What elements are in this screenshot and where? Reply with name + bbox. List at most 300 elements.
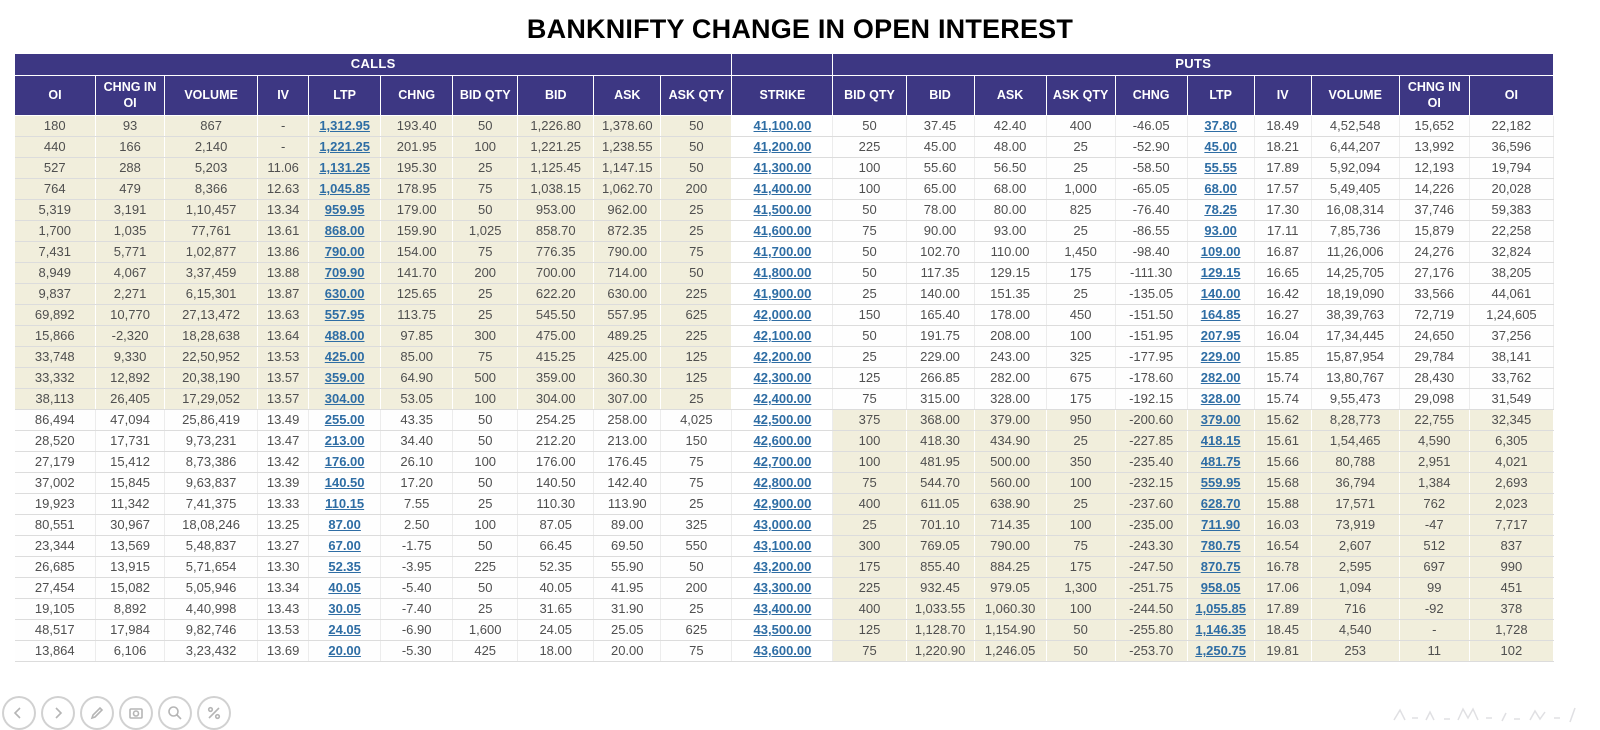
puts-ask-cell: 434.90: [974, 430, 1046, 451]
puts-group-header: PUTS: [833, 54, 1554, 76]
puts-ltp-link[interactable]: 711.90: [1201, 517, 1241, 533]
calls-chng-cell: -7.40: [381, 598, 453, 619]
puts-ltp-link[interactable]: 45.00: [1204, 139, 1237, 155]
zoom-percent-icon[interactable]: [197, 696, 231, 730]
puts-oi-cell: 4,021: [1469, 451, 1553, 472]
strike-link[interactable]: 43,200.00: [753, 559, 812, 575]
calls-iv-cell: 13.53: [258, 346, 309, 367]
strike-cell: [732, 577, 833, 598]
strike-cell: [732, 115, 833, 136]
puts-ask-qty-cell: 450: [1046, 304, 1115, 325]
strike-cell: [732, 514, 833, 535]
calls-chng-cell: 195.30: [381, 157, 453, 178]
puts-ask-cell: 129.15: [974, 262, 1046, 283]
calls-oi-cell: 33,748: [15, 346, 96, 367]
calls-volume-cell: 27,13,472: [165, 304, 258, 325]
puts-ask-qty-cell: 100: [1046, 325, 1115, 346]
calls-bid-qty-cell: 1,025: [453, 220, 518, 241]
calls-chng-cell: -5.30: [381, 640, 453, 661]
puts-bid-cell: 315.00: [906, 388, 974, 409]
calls-ask-cell: 176.45: [594, 451, 661, 472]
puts-ltp-link[interactable]: 870.75: [1200, 559, 1241, 575]
calls-ltp-cell: [309, 220, 381, 241]
puts-bid-cell: 191.75: [906, 325, 974, 346]
puts-ask-cell: 1,154.90: [974, 619, 1046, 640]
calls-oi-cell: 9,837: [15, 283, 96, 304]
puts-bid-qty-cell: 100: [833, 451, 906, 472]
puts-bid-cell: 165.40: [906, 304, 974, 325]
calls-ask-qty-cell: 75: [661, 451, 732, 472]
screenshot-overlay-toolbar: [2, 696, 231, 730]
puts-chng-in-oi-cell: 29,784: [1399, 346, 1469, 367]
table-row: [15, 409, 1554, 430]
puts-ltp-link[interactable]: 559.95: [1200, 475, 1241, 491]
strike-link[interactable]: 41,400.00: [753, 181, 812, 197]
calls-chng-in-oi-cell: 15,082: [96, 577, 165, 598]
puts-volume-cell: 80,788: [1311, 451, 1399, 472]
calls-ltp-link[interactable]: 1,131.25: [319, 160, 370, 176]
calls-chng-cell: 159.90: [381, 220, 453, 241]
puts-ask-qty-cell: 400: [1046, 115, 1115, 136]
puts-iv-cell: 16.03: [1254, 514, 1311, 535]
puts-oi-cell: 451: [1469, 577, 1553, 598]
puts-bid-cell: 1,128.70: [906, 619, 974, 640]
calls-ltp-link[interactable]: 790.00: [324, 244, 365, 260]
puts-ltp-link[interactable]: 78.25: [1204, 202, 1237, 218]
table-row: [15, 262, 1554, 283]
calls-iv-cell: 13.57: [258, 367, 309, 388]
calls-ltp-cell: [309, 283, 381, 304]
calls-chng-in-oi-cell: 288: [96, 157, 165, 178]
calls-chng-cell: 125.65: [381, 283, 453, 304]
strike-link[interactable]: 41,500.00: [753, 202, 812, 218]
calls-ask-cell: 1,147.15: [594, 157, 661, 178]
calls-ltp-cell: [309, 262, 381, 283]
puts-chng-cell: -76.40: [1115, 199, 1187, 220]
calls-chng-cell: -1.75: [381, 535, 453, 556]
puts-ltp-cell: [1187, 220, 1254, 241]
strike-link[interactable]: 43,500.00: [753, 622, 812, 638]
calls-bid-qty-header: BID QTY: [453, 75, 518, 115]
strike-cell: [732, 325, 833, 346]
puts-ltp-cell: [1187, 262, 1254, 283]
puts-ltp-cell: [1187, 430, 1254, 451]
calls-volume-cell: 1,02,877: [165, 241, 258, 262]
puts-volume-cell: 2,595: [1311, 556, 1399, 577]
calls-ask-qty-cell: 50: [661, 115, 732, 136]
puts-oi-cell: 32,824: [1469, 241, 1553, 262]
calls-bid-qty-cell: 200: [453, 262, 518, 283]
calls-bid-cell: 622.20: [518, 283, 594, 304]
puts-ltp-link[interactable]: 207.95: [1200, 328, 1241, 344]
calls-ltp-link[interactable]: 488.00: [324, 328, 365, 344]
strike-link[interactable]: 41,200.00: [753, 139, 812, 155]
puts-ltp-link[interactable]: 229.00: [1200, 349, 1241, 365]
puts-ask-cell: 80.00: [974, 199, 1046, 220]
calls-bid-qty-cell: 50: [453, 577, 518, 598]
table-row: [15, 157, 1554, 178]
pencil-icon[interactable]: [80, 696, 114, 730]
puts-chng-in-oi-cell: 697: [1399, 556, 1469, 577]
calls-chng-cell: 179.00: [381, 199, 453, 220]
puts-ask-qty-cell: 50: [1046, 619, 1115, 640]
calls-bid-cell: 953.00: [518, 199, 594, 220]
calls-iv-cell: 13.34: [258, 577, 309, 598]
puts-chng-in-oi-cell: 11: [1399, 640, 1469, 661]
puts-ltp-link[interactable]: 780.75: [1200, 538, 1241, 554]
calls-ltp-link[interactable]: 255.00: [324, 412, 365, 428]
arrow-right-icon[interactable]: [41, 696, 75, 730]
puts-ltp-link[interactable]: 1,250.75: [1195, 643, 1246, 659]
puts-chng-in-oi-cell: -92: [1399, 598, 1469, 619]
calls-ask-cell: 213.00: [594, 430, 661, 451]
puts-bid-cell: 117.35: [906, 262, 974, 283]
puts-ask-cell: 560.00: [974, 472, 1046, 493]
puts-oi-cell: 837: [1469, 535, 1553, 556]
puts-oi-cell: 378: [1469, 598, 1553, 619]
puts-volume-cell: 18,19,090: [1311, 283, 1399, 304]
strike-cell: [732, 199, 833, 220]
puts-oi-cell: 38,205: [1469, 262, 1553, 283]
calls-ltp-link[interactable]: 40.05: [328, 580, 361, 596]
puts-ltp-cell: [1187, 199, 1254, 220]
puts-ask-qty-cell: 100: [1046, 598, 1115, 619]
puts-ltp-link[interactable]: 37.80: [1204, 118, 1237, 134]
puts-ask-cell: 208.00: [974, 325, 1046, 346]
puts-bid-cell: 266.85: [906, 367, 974, 388]
puts-ltp-link[interactable]: 129.15: [1200, 265, 1241, 281]
camera-icon[interactable]: [119, 696, 153, 730]
calls-volume-cell: 5,05,946: [165, 577, 258, 598]
calls-bid-cell: 254.25: [518, 409, 594, 430]
calls-oi-cell: 27,179: [15, 451, 96, 472]
puts-iv-cell: 17.89: [1254, 157, 1311, 178]
table-row: [15, 577, 1554, 598]
calls-ask-qty-cell: 4,025: [661, 409, 732, 430]
calls-iv-cell: 13.63: [258, 304, 309, 325]
calls-bid-qty-cell: 75: [453, 178, 518, 199]
calls-volume-cell: 8,366: [165, 178, 258, 199]
calls-ask-cell: 31.90: [594, 598, 661, 619]
magnifier-icon[interactable]: [158, 696, 192, 730]
calls-ltp-link[interactable]: 87.00: [328, 517, 361, 533]
puts-iv-cell: 16.78: [1254, 556, 1311, 577]
strike-cell: [732, 283, 833, 304]
table-row: [15, 493, 1554, 514]
puts-iv-cell: 18.49: [1254, 115, 1311, 136]
puts-bid-qty-cell: 75: [833, 388, 906, 409]
strike-link[interactable]: 41,800.00: [753, 265, 812, 281]
calls-ltp-link[interactable]: 959.95: [324, 202, 365, 218]
puts-oi-cell: 20,028: [1469, 178, 1553, 199]
calls-bid-qty-cell: 25: [453, 598, 518, 619]
calls-volume-cell: 18,08,246: [165, 514, 258, 535]
puts-bid-cell: 701.10: [906, 514, 974, 535]
puts-ask-qty-cell: 825: [1046, 199, 1115, 220]
puts-oi-header: OI: [1469, 75, 1553, 115]
calls-chng-in-oi-cell: 3,191: [96, 199, 165, 220]
strike-link[interactable]: 42,500.00: [753, 412, 812, 428]
puts-bid-cell: 102.70: [906, 241, 974, 262]
strike-link[interactable]: 42,700.00: [753, 454, 812, 470]
strike-link[interactable]: 42,200.00: [753, 349, 812, 365]
puts-ltp-link[interactable]: 1,146.35: [1195, 622, 1246, 638]
calls-volume-cell: 3,23,432: [165, 640, 258, 661]
calls-ltp-link[interactable]: 557.95: [324, 307, 365, 323]
puts-bid-cell: 78.00: [906, 199, 974, 220]
table-row: [15, 430, 1554, 451]
puts-ltp-cell: [1187, 346, 1254, 367]
strike-cell: [732, 598, 833, 619]
puts-chng-cell: -177.95: [1115, 346, 1187, 367]
calls-ask-qty-cell: 25: [661, 220, 732, 241]
calls-bid-cell: 858.70: [518, 220, 594, 241]
calls-chng-in-oi-cell: 9,330: [96, 346, 165, 367]
calls-ltp-link[interactable]: 709.90: [324, 265, 365, 281]
strike-link[interactable]: 41,900.00: [753, 286, 812, 302]
calls-iv-cell: 13.69: [258, 640, 309, 661]
calls-ltp-link[interactable]: 20.00: [328, 643, 361, 659]
calls-bid-qty-cell: 300: [453, 325, 518, 346]
calls-ltp-cell: [309, 430, 381, 451]
strike-link[interactable]: 42,400.00: [753, 391, 812, 407]
table-row: [15, 199, 1554, 220]
puts-ltp-link[interactable]: 109.00: [1200, 244, 1241, 260]
strike-link[interactable]: 43,000.00: [753, 517, 812, 533]
puts-volume-cell: 7,85,736: [1311, 220, 1399, 241]
calls-ltp-link[interactable]: 630.00: [324, 286, 365, 302]
calls-iv-cell: 13.64: [258, 325, 309, 346]
puts-bid-cell: 368.00: [906, 409, 974, 430]
puts-ltp-link[interactable]: 93.00: [1204, 223, 1237, 239]
puts-ask-qty-cell: 25: [1046, 430, 1115, 451]
calls-ltp-link[interactable]: 24.05: [328, 622, 361, 638]
calls-ask-qty-cell: 625: [661, 619, 732, 640]
calls-volume-cell: 7,41,375: [165, 493, 258, 514]
calls-chng-cell: 85.00: [381, 346, 453, 367]
puts-ltp-link[interactable]: 164.85: [1200, 307, 1241, 323]
puts-ltp-link[interactable]: 140.00: [1200, 286, 1241, 302]
strike-cell: [732, 367, 833, 388]
puts-iv-cell: 15.68: [1254, 472, 1311, 493]
calls-volume-cell: 2,140: [165, 136, 258, 157]
calls-ltp-link[interactable]: 1,045.85: [319, 181, 370, 197]
strike-link[interactable]: 42,100.00: [753, 328, 812, 344]
calls-ltp-cell: [309, 304, 381, 325]
strike-link[interactable]: 42,300.00: [753, 370, 812, 386]
puts-ltp-cell: [1187, 115, 1254, 136]
puts-ltp-link[interactable]: 55.55: [1204, 160, 1237, 176]
calls-ltp-link[interactable]: 110.15: [325, 496, 365, 512]
puts-oi-cell: 22,258: [1469, 220, 1553, 241]
puts-bid-qty-cell: 100: [833, 157, 906, 178]
calls-chng-in-oi-cell: 6,106: [96, 640, 165, 661]
puts-ask-qty-cell: 100: [1046, 514, 1115, 535]
puts-bid-qty-cell: 400: [833, 598, 906, 619]
calls-ltp-link[interactable]: 425.00: [324, 349, 365, 365]
puts-bid-qty-cell: 225: [833, 577, 906, 598]
strike-link[interactable]: 42,600.00: [753, 433, 812, 449]
calls-oi-cell: 7,431: [15, 241, 96, 262]
puts-chng-cell: -237.60: [1115, 493, 1187, 514]
calls-ltp-link[interactable]: 67.00: [328, 538, 361, 554]
puts-bid-cell: 55.60: [906, 157, 974, 178]
puts-iv-cell: 15.74: [1254, 388, 1311, 409]
puts-ask-qty-cell: 25: [1046, 220, 1115, 241]
puts-oi-cell: 6,305: [1469, 430, 1553, 451]
calls-volume-cell: 4,40,998: [165, 598, 258, 619]
puts-ltp-link[interactable]: 1,055.85: [1195, 601, 1246, 617]
table-row: [15, 556, 1554, 577]
strike-cell: [732, 409, 833, 430]
puts-bid-cell: 481.95: [906, 451, 974, 472]
strike-cell: [732, 451, 833, 472]
puts-ask-cell: 178.00: [974, 304, 1046, 325]
calls-ltp-link[interactable]: 304.00: [324, 391, 365, 407]
puts-iv-cell: 18.21: [1254, 136, 1311, 157]
calls-bid-qty-cell: 25: [453, 283, 518, 304]
calls-ltp-link[interactable]: 1,312.95: [319, 118, 370, 134]
arrow-left-icon[interactable]: [2, 696, 36, 730]
calls-iv-cell: 13.49: [258, 409, 309, 430]
table-row: [15, 304, 1554, 325]
puts-ask-cell: 48.00: [974, 136, 1046, 157]
watermark-scribble: [1392, 700, 1582, 726]
puts-bid-qty-cell: 50: [833, 115, 906, 136]
calls-bid-qty-cell: 50: [453, 409, 518, 430]
puts-bid-cell: 45.00: [906, 136, 974, 157]
puts-ask-cell: 243.00: [974, 346, 1046, 367]
puts-bid-cell: 544.70: [906, 472, 974, 493]
puts-bid-cell: 65.00: [906, 178, 974, 199]
calls-ask-qty-cell: 50: [661, 136, 732, 157]
calls-chng-cell: 2.50: [381, 514, 453, 535]
puts-ltp-cell: [1187, 619, 1254, 640]
calls-ltp-link[interactable]: 359.00: [324, 370, 365, 386]
strike-link[interactable]: 43,400.00: [753, 601, 812, 617]
calls-ltp-cell: [309, 514, 381, 535]
puts-ask-cell: 1,060.30: [974, 598, 1046, 619]
puts-volume-cell: 253: [1311, 640, 1399, 661]
puts-ask-qty-cell: 350: [1046, 451, 1115, 472]
puts-ltp-link[interactable]: 68.00: [1204, 181, 1237, 197]
puts-oi-cell: 1,728: [1469, 619, 1553, 640]
strike-link[interactable]: 43,600.00: [753, 643, 812, 659]
puts-bid-cell: 611.05: [906, 493, 974, 514]
calls-ltp-cell: [309, 199, 381, 220]
puts-ltp-cell: [1187, 451, 1254, 472]
calls-ltp-cell: [309, 577, 381, 598]
puts-ltp-link[interactable]: 328.00: [1200, 391, 1241, 407]
calls-ask-cell: 1,062.70: [594, 178, 661, 199]
calls-iv-cell: 13.33: [258, 493, 309, 514]
calls-ask-qty-cell: 25: [661, 199, 732, 220]
calls-ask-cell: 630.00: [594, 283, 661, 304]
calls-ltp-link[interactable]: 213.00: [324, 433, 365, 449]
calls-bid-cell: 359.00: [518, 367, 594, 388]
strike-link[interactable]: 41,600.00: [753, 223, 812, 239]
calls-ask-cell: 1,378.60: [594, 115, 661, 136]
puts-chng-cell: -98.40: [1115, 241, 1187, 262]
calls-volume-cell: 20,38,190: [165, 367, 258, 388]
puts-ltp-link[interactable]: 379.00: [1200, 412, 1241, 428]
calls-ltp-link[interactable]: 140.50: [324, 475, 365, 491]
strike-cell: [732, 535, 833, 556]
puts-iv-cell: 16.87: [1254, 241, 1311, 262]
puts-chng-in-oi-cell: 15,652: [1399, 115, 1469, 136]
calls-ltp-link[interactable]: 868.00: [324, 223, 365, 239]
calls-volume-cell: 17,29,052: [165, 388, 258, 409]
puts-chng-cell: -253.70: [1115, 640, 1187, 661]
calls-ltp-cell: [309, 472, 381, 493]
strike-link[interactable]: 42,900.00: [753, 496, 812, 512]
strike-link[interactable]: 42,800.00: [753, 475, 812, 491]
strike-link[interactable]: 41,100.00: [753, 118, 812, 134]
puts-ltp-link[interactable]: 282.00: [1200, 370, 1241, 386]
calls-ask-qty-cell: 50: [661, 157, 732, 178]
calls-chng-in-oi-cell: 26,405: [96, 388, 165, 409]
calls-bid-header: BID: [518, 75, 594, 115]
puts-volume-cell: 17,571: [1311, 493, 1399, 514]
calls-ask-cell: 307.00: [594, 388, 661, 409]
strike-link[interactable]: 43,300.00: [753, 580, 812, 596]
calls-ask-qty-cell: 50: [661, 556, 732, 577]
calls-bid-qty-cell: 100: [453, 451, 518, 472]
calls-ltp-link[interactable]: 1,221.25: [319, 139, 370, 155]
calls-bid-cell: 110.30: [518, 493, 594, 514]
puts-ask-cell: 638.90: [974, 493, 1046, 514]
strike-link[interactable]: 41,300.00: [753, 160, 812, 176]
calls-volume-cell: 22,50,952: [165, 346, 258, 367]
strike-cell: [732, 178, 833, 199]
strike-link[interactable]: 43,100.00: [753, 538, 812, 554]
puts-chng-in-oi-cell: 512: [1399, 535, 1469, 556]
calls-iv-cell: 13.42: [258, 451, 309, 472]
puts-iv-cell: 19.81: [1254, 640, 1311, 661]
calls-ask-qty-cell: 50: [661, 262, 732, 283]
calls-ltp-cell: [309, 241, 381, 262]
puts-ask-qty-cell: 100: [1046, 472, 1115, 493]
puts-ltp-link[interactable]: 628.70: [1200, 496, 1241, 512]
puts-bid-qty-cell: 375: [833, 409, 906, 430]
table-row: [15, 640, 1554, 661]
calls-ltp-link[interactable]: 30.05: [328, 601, 361, 617]
calls-ltp-cell: [309, 619, 381, 640]
puts-ltp-link[interactable]: 481.75: [1200, 454, 1241, 470]
puts-oi-cell: 22,182: [1469, 115, 1553, 136]
calls-ask-cell: 425.00: [594, 346, 661, 367]
puts-ask-qty-cell: 175: [1046, 262, 1115, 283]
puts-ask-cell: 500.00: [974, 451, 1046, 472]
calls-ask-qty-cell: 225: [661, 325, 732, 346]
strike-link[interactable]: 42,000.00: [753, 307, 812, 323]
calls-ltp-cell: [309, 556, 381, 577]
calls-oi-cell: 38,113: [15, 388, 96, 409]
puts-bid-cell: 855.40: [906, 556, 974, 577]
calls-bid-qty-cell: 1,600: [453, 619, 518, 640]
strike-link[interactable]: 41,700.00: [753, 244, 812, 260]
calls-volume-cell: 18,28,638: [165, 325, 258, 346]
puts-ltp-link[interactable]: 958.05: [1200, 580, 1241, 596]
puts-ask-cell: 68.00: [974, 178, 1046, 199]
puts-ltp-link[interactable]: 418.15: [1200, 433, 1241, 449]
calls-ltp-link[interactable]: 176.00: [324, 454, 365, 470]
calls-chng-cell: 26.10: [381, 451, 453, 472]
calls-volume-cell: 9,63,837: [165, 472, 258, 493]
puts-volume-cell: 38,39,763: [1311, 304, 1399, 325]
calls-bid-cell: 24.05: [518, 619, 594, 640]
calls-ltp-link[interactable]: 52.35: [328, 559, 361, 575]
